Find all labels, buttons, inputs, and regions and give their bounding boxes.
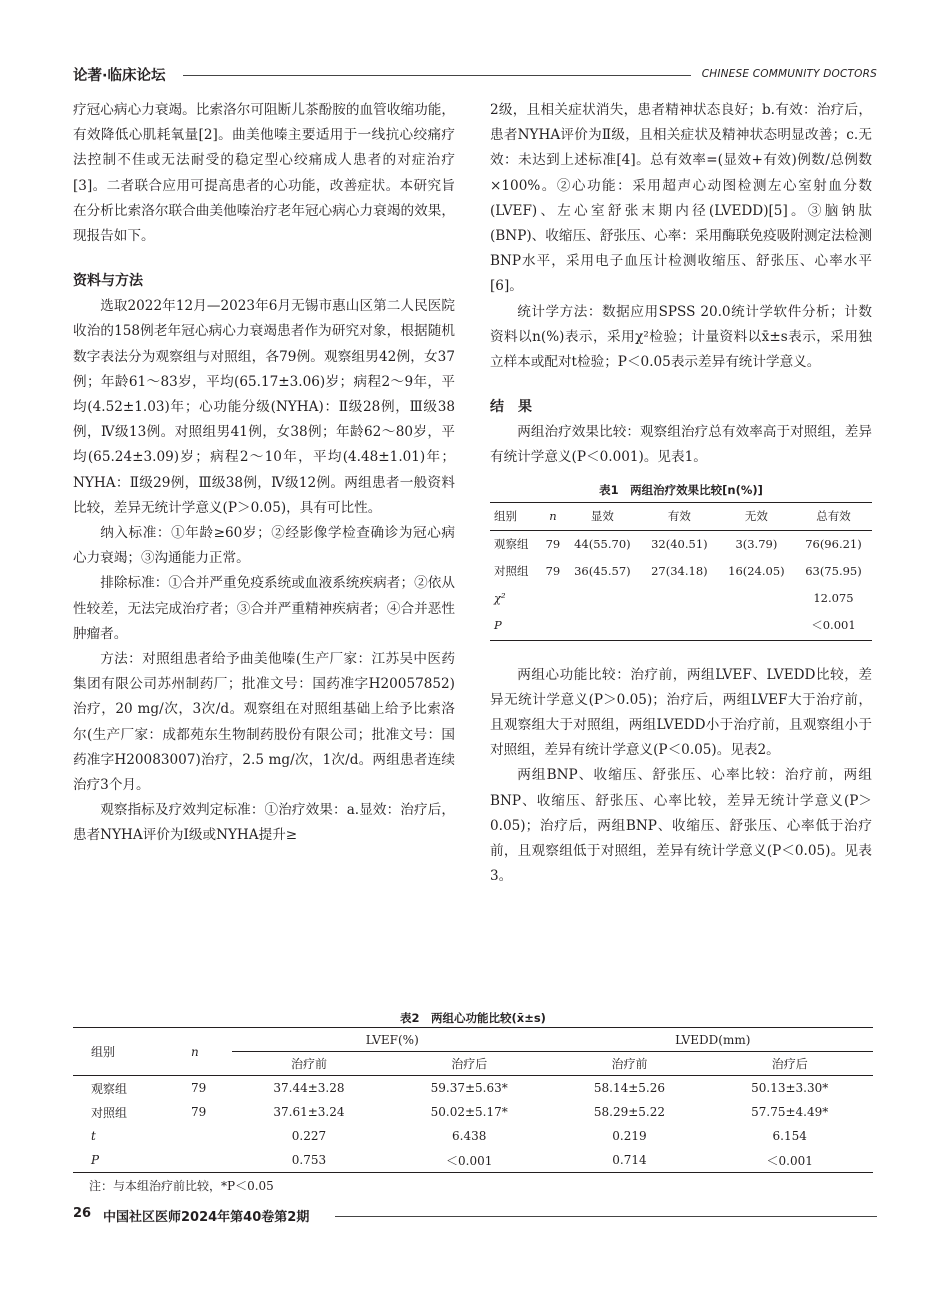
efficacy-paragraph: 两组治疗效果比较：观察组治疗总有效率高于对照组，差异有统计学意义(P＜0.001)。见表1。 [490, 424, 872, 466]
table-cell [564, 585, 641, 612]
intro-paragraph: 疗冠心病心力衰竭。比索洛尔可阻断儿茶酚胺的血管收缩功能，有效降低心肌耗氧量[2]。曲美他嗪主要适用于一线抗心绞痛疗法控制不佳或无法耐受的稳定型心绞痛成人患者的对症治疗[3]。二者联合应用可提高患者的心功能，改善症状。本研究旨在分析比索洛尔联合曲美他嗪治疗老年冠心病心力衰竭的效果，现报告如下。 [73, 102, 455, 245]
table-cell: 0.219 [612, 1129, 647, 1143]
table2-block [73, 1009, 873, 1198]
table2-note: 注：与本组治疗前比较，*P＜0.05 [89, 1179, 274, 1193]
table-cell [641, 585, 718, 612]
table-cell: 12.075 [813, 591, 854, 606]
section-label: 论著·临床论坛 [73, 68, 166, 84]
table-cell: 44(55.70) [574, 536, 631, 551]
bnp-paragraph: 两组BNP、收缩压、舒张压、心率比较：治疗前，两组BNP、收缩压、舒张压、心率比较，差异无统计学意义(P＞0.05)；治疗后，两组BNP、收缩压、舒张压、心率低于治疗前，且观察组低于对照组，差异有统计学意义(P＜0.05)。见表3。 [490, 767, 872, 885]
table-cell: 79 [545, 564, 561, 579]
table-cell: 79 [190, 1076, 232, 1101]
table-cell: ＜0.001 [766, 1153, 813, 1168]
table2 [73, 1027, 873, 1173]
table-row [73, 1148, 873, 1173]
table-cell: 6.154 [772, 1129, 807, 1143]
table-cell: 50.13±3.30* [706, 1076, 873, 1101]
table-cell [641, 612, 718, 640]
table-cell [564, 612, 641, 640]
table-cell: 0.714 [612, 1153, 647, 1167]
table-cell: P [91, 1153, 100, 1167]
inclusion-paragraph: 纳入标准：①年龄≥60岁；②经影像学检查确诊为冠心病心力衰竭；③沟通能力正常。 [73, 525, 455, 567]
table1-header: 组别 [490, 502, 542, 530]
left-column [73, 98, 455, 849]
table1-header: 有效 [641, 502, 718, 530]
table-row [490, 612, 872, 640]
footer-rule [335, 1216, 877, 1217]
table-cell: 6.438 [452, 1129, 487, 1143]
table-cell: 37.61±3.24 [273, 1105, 345, 1119]
table-cell: 3(3.79) [735, 536, 778, 551]
table-cell: t [91, 1129, 96, 1143]
table-cell: 79 [191, 1105, 207, 1119]
table-row [490, 558, 872, 585]
table2-subheader: 治疗后 [451, 1057, 488, 1071]
table-cell: 37.44±3.28 [232, 1076, 386, 1101]
table-cell: 59.37±5.63* [386, 1076, 553, 1101]
table-cell: P [494, 618, 502, 633]
table-cell: 对照组 [91, 1105, 128, 1120]
table-cell [190, 1148, 232, 1173]
criteria-paragraph: 2级，且相关症状消失，患者精神状态良好；b.有效：治疗后，患者NYHA评价为Ⅱ级，且相关症状及精神状态明显改善；c.无效：未达到上述标准[4]。总有效率=(显效+有效)例数/总例数×100%。②心功能：采用超声心动图检测左心室射血分数(LVEF)、左心室舒张末期内径(LVEDD)[5]。③脑钠肽(BNP)、收缩压、舒张压、心率：采用酶联免疫吸附测定法检测BNP水平，采用电子血压计检测收缩压、舒张压、心率水平[6]。 [490, 102, 872, 295]
table-cell: 36(45.57) [574, 564, 631, 579]
table2-lvedd-header: LVEDD(mm) [552, 1028, 873, 1052]
page-header [73, 64, 877, 86]
table2-subheader: 治疗前 [611, 1057, 648, 1071]
table1 [490, 502, 872, 641]
table-cell: ＜0.001 [811, 618, 856, 633]
table-row [73, 1124, 873, 1148]
table-row [490, 585, 872, 612]
methods-heading: 资料与方法 [73, 273, 143, 290]
table-cell: 观察组 [494, 536, 529, 551]
table-cell: 0.227 [291, 1129, 327, 1143]
methods-paragraph: 方法：对照组患者给予曲美他嗪(生产厂家：江苏吴中医药集团有限公司苏州制药厂；批准文号：国药准字H20057852)治疗，20 mg/次，3次/d。观察组在对照组基础上给予比索洛尔(生产厂家：成都苑东生物制药股份有限公司；批准文号：国药准字H20083007)治疗，2.5 mg/次，1次/d。两组患者连续治疗3个月。 [73, 651, 455, 794]
journal-english-name: CHINESE COMMUNITY DOCTORS [701, 68, 877, 80]
table-cell: 58.29±5.22 [593, 1105, 666, 1119]
table-cell [542, 585, 564, 612]
table-cell [190, 1124, 232, 1148]
page-number: 26 [73, 1206, 92, 1221]
right-column [490, 98, 872, 889]
table-cell: 63(75.95) [805, 564, 862, 579]
table2-subheader: 治疗前 [290, 1057, 327, 1071]
table-cell: 0.753 [291, 1153, 327, 1167]
table1-header: 无效 [718, 502, 795, 530]
indicators-paragraph: 观察指标及疗效判定标准：①治疗效果：a.显效：治疗后，患者NYHA评价为Ⅰ级或NYHA提升≥ [73, 802, 455, 844]
table-cell: 32(40.51) [651, 536, 708, 551]
table-cell: 观察组 [73, 1076, 190, 1101]
exclusion-paragraph: 排除标准：①合并严重免疫系统或血液系统疾病者；②依从性较差，无法完成治疗者；③合并严重精神疾病者；④合并恶性肿瘤者。 [73, 575, 455, 642]
statistics-paragraph: 统计学方法：数据应用SPSS 20.0统计学软件分析；计数资料以n(%)表示，采用χ²检验；计量资料以x̄±s表示，采用独立样本或配对t检验；P＜0.05表示差异有统计学意义。 [490, 303, 872, 371]
table-cell: 58.14±5.26 [552, 1076, 706, 1101]
table2-caption: 表2 两组心功能比较(x̄±s) [400, 1011, 546, 1025]
table-cell: 79 [545, 536, 561, 551]
table-cell: 16(24.05) [728, 564, 785, 579]
table2-group-header: 组别 [91, 1045, 116, 1059]
table1-header: n [542, 502, 564, 530]
table-cell: χ² [494, 591, 506, 606]
subjects-paragraph: 选取2022年12月—2023年6月无锡市惠山区第二人民医院收治的158例老年冠心病心力衰竭患者作为研究对象，根据随机数字表法分为观察组与对照组，各79例。观察组男42例，女37例；年龄61～83岁，平均(65.17±3.06)岁；病程2～9年，平均(4.52±1.03)年；心功能分级(NYHA)：Ⅱ级28例，Ⅲ级38例，Ⅳ级13例。对照组男41例，女38例；年龄62～80岁，平均(65.24±3.09)岁；病程2～10年，平均(4.48±1.01)年；NYHA：Ⅱ级29例，Ⅲ级38例，Ⅳ级12例。两组患者一般资料比较，差异无统计学意义(P＞0.05)，具有可比性。 [73, 298, 455, 516]
table2-subheader: 治疗后 [771, 1057, 808, 1071]
table2-lvef-header: LVEF(%) [232, 1028, 552, 1052]
table-row [73, 1100, 873, 1124]
table-row [73, 1076, 873, 1101]
table-cell: 对照组 [494, 564, 529, 579]
table-cell [542, 612, 564, 640]
table1-caption: 表1 两组治疗效果比较[n(%)] [599, 482, 763, 497]
journal-issue: 中国社区医师2024年第40卷第2期 [103, 1210, 310, 1225]
page-footer [73, 1206, 877, 1228]
table1-header: 总有效 [795, 502, 872, 530]
table-cell [718, 585, 795, 612]
table-cell: 50.02±5.17* [430, 1105, 508, 1119]
table1-header: 显效 [564, 502, 641, 530]
table-cell: 27(34.18) [651, 564, 708, 579]
cardiac-function-paragraph: 两组心功能比较：治疗前，两组LVEF、LVEDD比较，差异无统计学意义(P＞0.05)；治疗后，两组LVEF大于治疗前，且观察组大于对照组，两组LVEDD小于治疗前，且观察组小于对照组，差异有统计学意义(P＜0.05)。见表2。 [490, 666, 872, 759]
table2-n-header: n [191, 1044, 199, 1059]
table-cell: ＜0.001 [446, 1153, 493, 1168]
results-heading: 结 果 [490, 399, 532, 416]
header-rule [183, 75, 691, 76]
table-row [490, 530, 872, 558]
table-cell: 57.75±4.49* [751, 1105, 829, 1119]
table-cell: 76(96.21) [805, 536, 862, 551]
table-cell [718, 612, 795, 640]
